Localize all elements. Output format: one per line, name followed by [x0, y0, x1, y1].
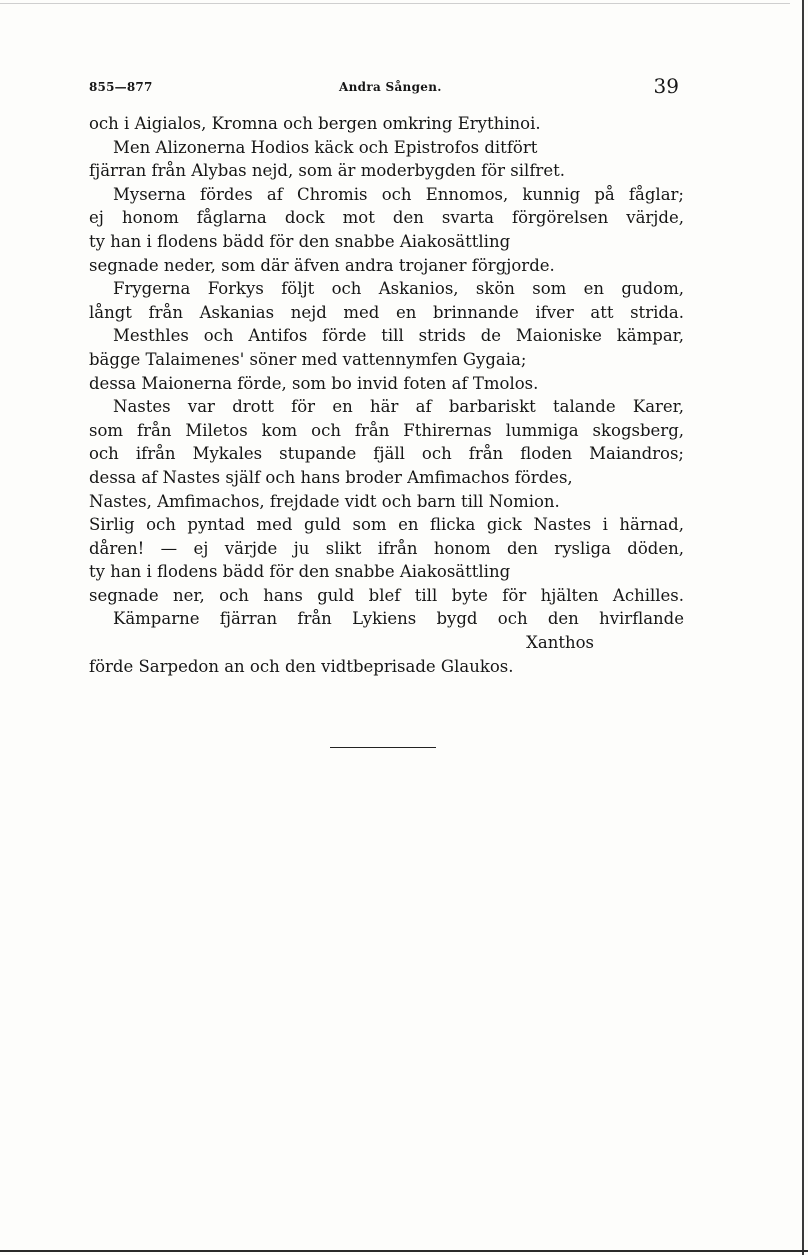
verse-line: långt från Askanias nejd med en brinnande ifver att strida.	[89, 302, 684, 322]
running-header	[89, 74, 679, 102]
page-edge-bottom	[0, 1250, 808, 1252]
verse-line-overflow: Xanthos	[526, 633, 594, 653]
header-title: Andra Sången.	[339, 80, 442, 94]
verse-line: Myserna fördes af Chromis och Ennomos, kunnig på fåglar;	[113, 184, 684, 204]
verse-line: dessa Maionerna förde, som bo invid foten af Tmolos.	[89, 373, 539, 393]
verse-line: ty han i flodens bädd för den snabbe Aiakosättling	[89, 562, 511, 582]
verse-line: segnade ner, och hans guld blef till byte för hjälten Achilles.	[89, 585, 684, 605]
page-edge-top	[0, 3, 790, 4]
page-edge-right	[802, 0, 804, 1255]
verse-line: Frygerna Forkys följt och Askanios, skön som en gudom,	[113, 279, 684, 299]
verse-line: ty han i flodens bädd för den snabbe Aiakosättling	[89, 231, 511, 251]
verse-line: ej honom fåglarna dock mot den svarta förgörelsen värjde,	[89, 208, 684, 228]
end-rule	[330, 747, 436, 748]
verse-line: fjärran från Alybas nejd, som är moderbygden för silfret.	[89, 161, 565, 181]
verse-line: förde Sarpedon an och den vidtbeprisade Glaukos.	[89, 656, 514, 676]
verse-line: och ifrån Mykales stupande fjäll och från floden Maiandros;	[89, 444, 684, 464]
verse-line: Kämparne fjärran från Lykiens bygd och den hvirflande	[113, 609, 684, 629]
verse-line: som från Miletos kom och från Fthirernas lummiga skogsberg,	[89, 420, 684, 440]
header-line-range: 855—877	[89, 80, 153, 94]
verse-line: Mesthles och Antifos förde till strids de Maioniske kämpar,	[113, 326, 684, 346]
verse-line: segnade neder, som där äfven andra trojaner förgjorde.	[89, 255, 555, 275]
page-number: 39	[653, 74, 679, 98]
verse-line: bägge Talaimenes' söner med vattennymfen Gygaia;	[89, 349, 527, 369]
verse-text	[89, 112, 684, 678]
verse-line: Men Alizonerna Hodios käck och Epistrofos ditfört	[113, 137, 538, 157]
verse-line: Sirlig och pyntad med guld som en flicka gick Nastes i härnad,	[89, 515, 684, 535]
verse-line: dåren! — ej värjde ju slikt ifrån honom den rysliga döden,	[89, 538, 684, 558]
verse-line: dessa af Nastes själf och hans broder Amfimachos fördes,	[89, 467, 573, 487]
verse-line: Nastes, Amfimachos, frejdade vidt och barn till Nomion.	[89, 491, 560, 511]
verse-line: Nastes var drott för en här af barbariskt talande Karer,	[113, 397, 684, 417]
verse-line: och i Aigialos, Kromna och bergen omkring Erythinoi.	[89, 114, 541, 133]
